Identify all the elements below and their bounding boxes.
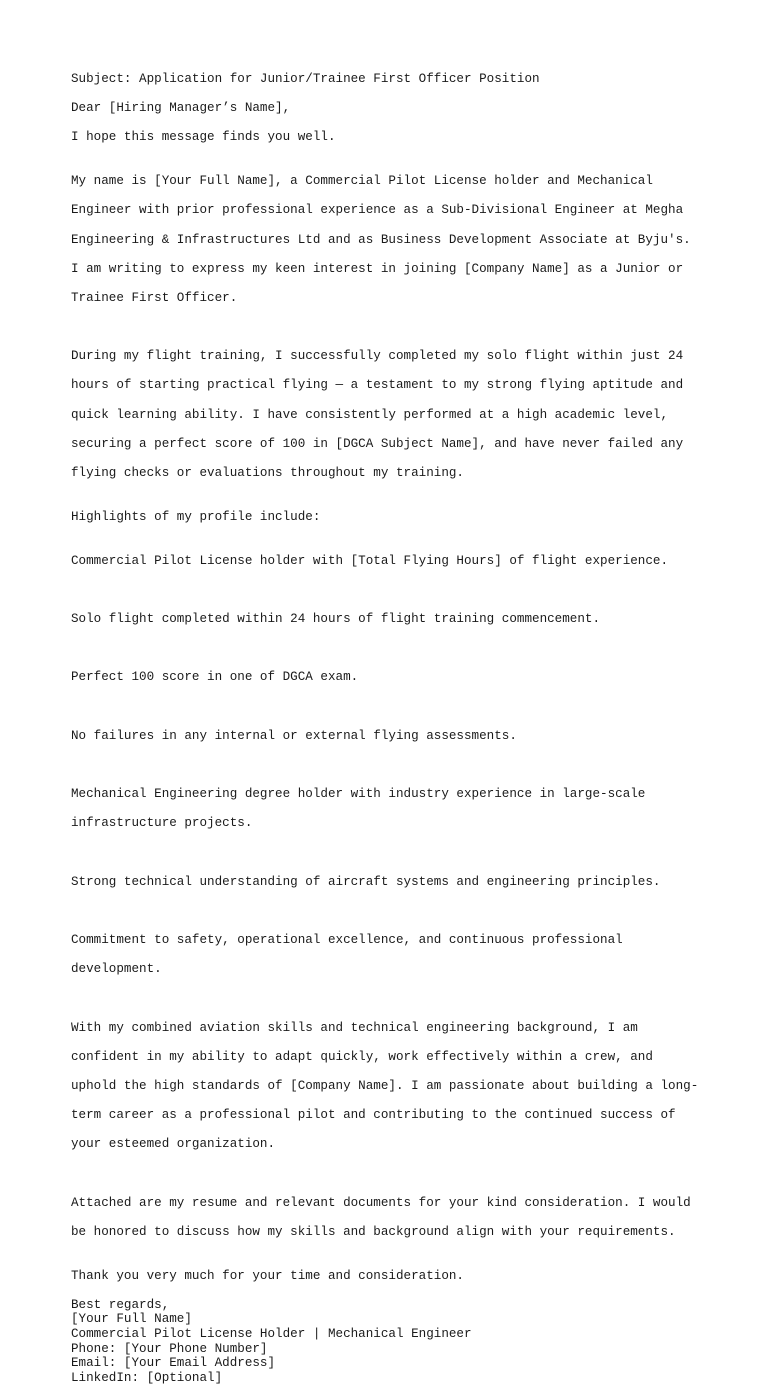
training-line: quick learning ability. I have consistently performed at a high academic level, [71,407,669,422]
intro-line: I am writing to express my keen interest in joining [Company Name] as a Junior or [71,261,684,276]
intro-line: Engineering & Infrastructures Ltd and as Business Development Associate at Byju's. [71,232,691,247]
attached-paragraph [71,1181,711,1254]
combined-line: term career as a professional pilot and contributing to the continued success of [71,1108,676,1123]
highlight-item [71,597,711,641]
highlight-item [71,773,711,846]
signature-block [71,1298,711,1385]
combined-line: your esteemed organization. [71,1137,276,1152]
intro-line: My name is [Your Full Name], a Commercial Pilot License holder and Mechanical [71,174,653,189]
highlight-line: Perfect 100 score in one of DGCA exam. [71,670,359,685]
signature-title: Commercial Pilot License Holder | Mechanical Engineer [71,1327,472,1342]
highlight-item [71,860,711,904]
training-line: During my flight training, I successfully completed my solo flight within just 24 [71,349,684,364]
combined-line: uphold the high standards of [Company Name]. I am passionate about building a long- [71,1078,699,1093]
subject-line: Subject: Application for Junior/Trainee First Officer Position [71,72,540,86]
highlight-item [71,918,711,991]
intro-line: Trainee First Officer. [71,290,238,305]
highlight-line: Commitment to safety, operational excellence, and continuous professional [71,933,623,948]
highlight-item [71,714,711,758]
highlight-line: development. [71,962,162,977]
highlight-item [71,539,711,583]
greeting: Dear [Hiring Manager’s Name], [71,101,291,116]
closing: Best regards, [71,1297,170,1312]
attached-line: be honored to discuss how my skills and background align with your requirements. [71,1224,676,1239]
highlights-heading: Highlights of my profile include: [71,509,321,524]
signature-linkedin: LinkedIn: [Optional] [71,1370,223,1385]
thanks-line: Thank you very much for your time and consideration. [71,1268,464,1283]
highlight-line: Mechanical Engineering degree holder with industry experience in large-scale [71,787,646,802]
signature-phone: Phone: [Your Phone Number] [71,1341,268,1356]
highlight-line: No failures in any internal or external flying assessments. [71,728,517,743]
highlight-line: Solo flight completed within 24 hours of flight training commencement. [71,611,601,626]
training-line: securing a perfect score of 100 in [DGCA Subject Name], and have never failed any [71,436,684,451]
highlight-item [71,656,711,700]
opening-line: I hope this message finds you well. [71,130,336,145]
highlight-line: infrastructure projects. [71,816,253,831]
training-paragraph [71,335,711,496]
signature-name: [Your Full Name] [71,1312,192,1327]
training-line: flying checks or evaluations throughout my training. [71,466,464,481]
highlight-line: Commercial Pilot License holder with [Total Flying Hours] of flight experience. [71,553,669,568]
intro-line: Engineer with prior professional experience as a Sub-Divisional Engineer at Megha [71,203,684,218]
intro-paragraph [71,160,711,321]
combined-skills-paragraph [71,1006,711,1167]
training-line: hours of starting practical flying — a testament to my strong flying aptitude and [71,378,684,393]
attached-line: Attached are my resume and relevant documents for your kind consideration. I would [71,1195,691,1210]
combined-line: With my combined aviation skills and technical engineering background, I am [71,1020,638,1035]
combined-line: confident in my ability to adapt quickly, work effectively within a crew, and [71,1049,653,1064]
signature-email: Email: [Your Email Address] [71,1356,276,1371]
letter-body [71,72,711,1385]
highlight-line: Strong technical understanding of aircraft systems and engineering principles. [71,874,661,889]
